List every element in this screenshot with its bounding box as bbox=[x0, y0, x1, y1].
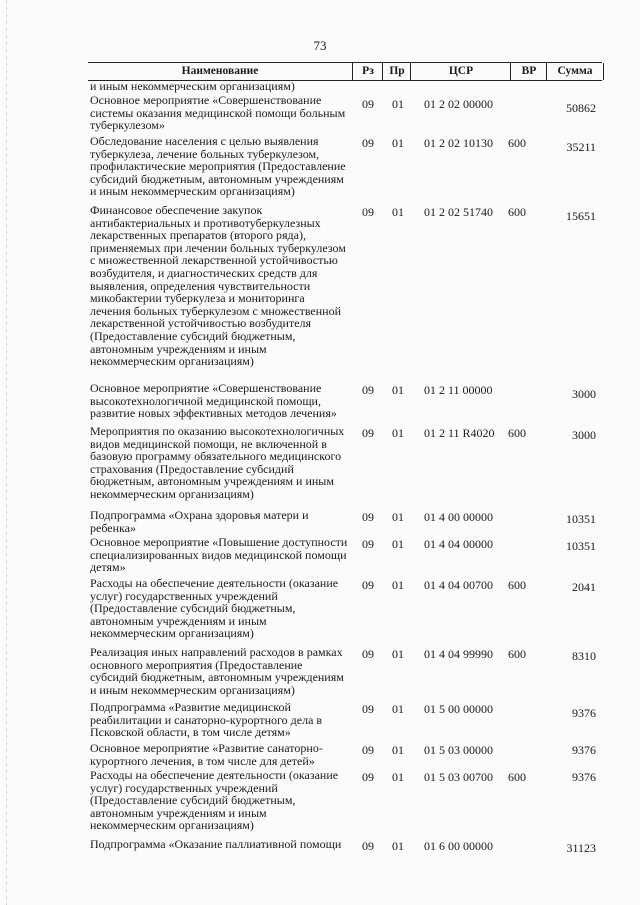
row-sum: 9376 bbox=[572, 743, 596, 757]
row-rz: 09 bbox=[362, 383, 374, 397]
row-csr: 01 4 04 00000 bbox=[424, 537, 493, 551]
row-sum: 31123 bbox=[566, 841, 596, 855]
row-pr: 01 bbox=[392, 383, 404, 397]
row-csr: 01 5 00 00000 bbox=[424, 702, 493, 716]
row-name: Подпрограмма «Охрана здоровья матери и ребенка» bbox=[90, 508, 309, 535]
row-sum: 3000 bbox=[572, 387, 596, 401]
row-rz: 09 bbox=[362, 205, 374, 219]
row-vr: 600 bbox=[508, 426, 526, 440]
row-vr: 600 bbox=[508, 205, 526, 219]
row-name: Основное мероприятие «Повышение доступности специализированных видов медицинской помощи детям» bbox=[90, 535, 348, 575]
row-pr: 01 bbox=[392, 97, 404, 111]
row-pr: 01 bbox=[392, 510, 404, 524]
row-csr: 01 4 04 00700 bbox=[424, 578, 493, 592]
row-rz: 09 bbox=[362, 426, 374, 440]
row-vr: 600 bbox=[508, 770, 526, 784]
row-pr: 01 bbox=[392, 770, 404, 784]
scan-edge bbox=[6, 0, 7, 905]
header-name: Наименование bbox=[181, 65, 259, 77]
row-rz: 09 bbox=[362, 537, 374, 551]
row-name: и иным некоммерческим организациям) bbox=[90, 79, 295, 93]
row-csr: 01 2 02 51740 bbox=[424, 205, 493, 219]
row-name: Основное мероприятие «Совершенствование высокотехнологичной медицинской помощи, развитие новых эффективных методов лечения» bbox=[90, 381, 337, 421]
page-number: 73 bbox=[313, 38, 327, 53]
row-name: Расходы на обеспечение деятельности (оказание услуг) государственных учреждений (Предоставление субсидий бюджетным, автономным учреждениям и иным некоммерческим организациям) bbox=[90, 576, 339, 641]
row-csr: 01 4 04 99990 bbox=[424, 647, 493, 661]
row-name: Мероприятия по оказанию высокотехнологичных видов медицинской помощи, не включенной в базовую программу обязательного медицинского страхования (Предоставление субсидий бюджетным, автономным учреждениям и иным некоммерческим организациям) bbox=[90, 424, 345, 501]
row-name: Реализация иных направлений расходов в рамках основного мероприятия (Предоставление субсидий бюджетным, автономным учреждениям и иным некоммерческим организациям) bbox=[90, 645, 344, 697]
row-pr: 01 bbox=[392, 647, 404, 661]
row-sum: 9376 bbox=[572, 706, 596, 720]
row-sum: 8310 bbox=[572, 649, 596, 663]
row-sum: 10351 bbox=[566, 512, 596, 526]
row-csr: 01 5 03 00700 bbox=[424, 770, 493, 784]
row-name: Подпрограмма «Оказание паллиативной помощи bbox=[90, 837, 342, 851]
row-pr: 01 bbox=[392, 426, 404, 440]
row-csr: 01 2 02 00000 bbox=[424, 97, 493, 111]
row-vr: 600 bbox=[508, 136, 526, 150]
row-sum: 10351 bbox=[566, 539, 596, 553]
row-pr: 01 bbox=[392, 136, 404, 150]
header-sum: Сумма bbox=[546, 63, 604, 80]
row-pr: 01 bbox=[392, 702, 404, 716]
row-csr: 01 6 00 00000 bbox=[424, 839, 493, 853]
row-csr: 01 2 02 10130 bbox=[424, 136, 493, 150]
header-vr: ВР bbox=[510, 63, 547, 80]
row-sum: 50862 bbox=[566, 101, 596, 115]
row-csr: 01 2 11 00000 bbox=[424, 383, 493, 397]
row-rz: 09 bbox=[362, 136, 374, 150]
header-csr: ЦСР bbox=[410, 63, 511, 80]
row-name: Основное мероприятие «Совершенствование системы оказания медицинской помощи больным туберкулезом» bbox=[90, 93, 346, 133]
row-name: Обследование населения с целью выявления туберкулеза, лечение больных туберкулезом, профилактические мероприятия (Предоставление субсидий бюджетным, автономным учреждениям и иным некоммерческим организациям) bbox=[90, 134, 346, 199]
row-rz: 09 bbox=[362, 839, 374, 853]
header-rz: Рз bbox=[352, 63, 383, 80]
header-pr: Пр bbox=[382, 63, 411, 80]
row-rz: 09 bbox=[362, 702, 374, 716]
row-rz: 09 bbox=[362, 770, 374, 784]
row-name: Подпрограмма «Развитие медицинской реабилитации и санаторно-курортного дела в Псковской области, в том числе детям» bbox=[90, 700, 323, 740]
row-sum: 3000 bbox=[572, 428, 596, 442]
row-pr: 01 bbox=[392, 578, 404, 592]
row-csr: 01 4 00 00000 bbox=[424, 510, 493, 524]
row-vr: 600 bbox=[508, 578, 526, 592]
row-pr: 01 bbox=[392, 537, 404, 551]
row-rz: 09 bbox=[362, 743, 374, 757]
row-rz: 09 bbox=[362, 578, 374, 592]
row-pr: 01 bbox=[392, 205, 404, 219]
row-pr: 01 bbox=[392, 743, 404, 757]
row-rz: 09 bbox=[362, 647, 374, 661]
row-pr: 01 bbox=[392, 839, 404, 853]
row-name: Основное мероприятие «Развитие санаторно- курортного лечения, в том числе для детей» bbox=[90, 741, 323, 768]
row-name: Расходы на обеспечение деятельности (оказание услуг) государственных учреждений (Предоставление субсидий бюджетным, автономным учреждениям и иным некоммерческим организациям) bbox=[90, 768, 339, 833]
row-rz: 09 bbox=[362, 510, 374, 524]
row-rz: 09 bbox=[362, 97, 374, 111]
row-sum: 2041 bbox=[572, 580, 596, 594]
row-name: Финансовое обеспечение закупок антибактериальных и противотуберкулезных лекарственных препаратов (второго ряда), применяемых при лечении больных туберкулезом с множественной лекарственной устойчивостью возбудителя, и диагностических средств для выявления, определения чувствительности микобактерии туберкулеза и мониторинга лечения больных туберкулезом с множественной лекарственной устойчивостью возбудителя (Предоставление субсидий бюджетным, автономным учреждениям и иным некоммерческим организациям) bbox=[90, 203, 346, 369]
row-sum: 15651 bbox=[566, 209, 596, 223]
row-csr: 01 5 03 00000 bbox=[424, 743, 493, 757]
row-csr: 01 2 11 R4020 bbox=[424, 426, 495, 440]
row-sum: 9376 bbox=[572, 770, 596, 784]
row-vr: 600 bbox=[508, 647, 526, 661]
row-sum: 35211 bbox=[566, 140, 596, 154]
